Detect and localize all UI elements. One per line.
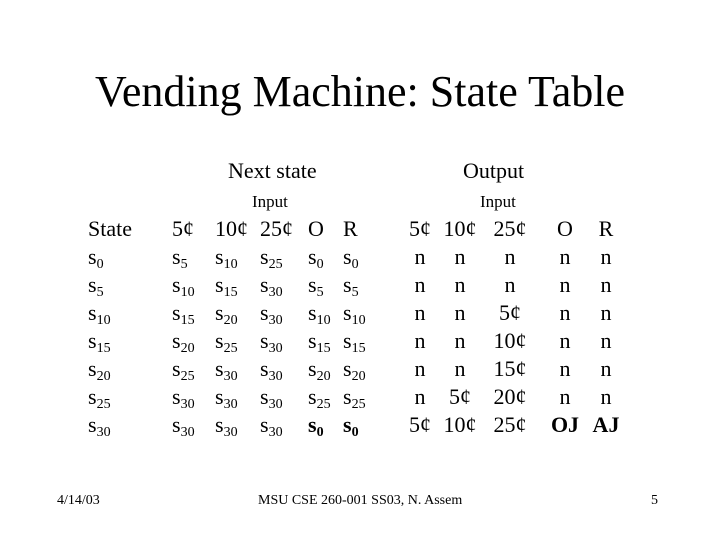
next-state-cell: $s_0$: [308, 244, 324, 272]
next-state-cell: $s_{10}$: [308, 300, 331, 328]
next-state-cell: $s_{30}$: [260, 328, 283, 356]
state-cell: $s_{10}$: [88, 300, 111, 328]
state-column-header: State: [88, 216, 132, 241]
output-cell: n: [414, 356, 426, 381]
output-input-header: 10¢: [443, 216, 477, 241]
next-input-subheader: Input: [252, 192, 288, 211]
next-state-cell: $s_{15}$: [215, 272, 238, 300]
next-state-cell: $s_{10}$: [172, 272, 195, 300]
output-cell: n: [559, 384, 571, 409]
output-cell: n: [414, 272, 426, 297]
output-cell: n: [414, 300, 426, 325]
output-cell: n: [600, 356, 612, 381]
output-cell: n: [414, 328, 426, 353]
next-input-header: 10¢: [215, 216, 248, 241]
state-cell: $s_{15}$: [88, 328, 111, 356]
output-cell: n: [600, 328, 612, 353]
next-state-cell: $s_5$: [343, 272, 359, 300]
output-cell: n: [504, 244, 516, 269]
next-state-cell: $s_{30}$: [215, 356, 238, 384]
output-cell: n: [504, 272, 516, 297]
output-input-header: 5¢: [409, 216, 431, 241]
next-state-cell: $s_{30}$: [172, 412, 195, 440]
next-state-cell: $s_{10}$: [343, 300, 366, 328]
output-cell: n: [559, 356, 571, 381]
next-state-cell: $s_0$: [308, 412, 324, 440]
output-cell: n: [454, 356, 466, 381]
footer-center: MSU CSE 260-001 SS03, N. Assem: [258, 493, 463, 508]
output-input-subheader: Input: [480, 192, 516, 211]
next-state-cell: $s_{30}$: [260, 272, 283, 300]
next-state-cell: $s_{25}$: [308, 384, 331, 412]
output-cell: n: [600, 384, 612, 409]
next-state-cell: $s_{30}$: [260, 384, 283, 412]
next-state-cell: $s_0$: [343, 244, 359, 272]
next-input-header: 25¢: [260, 216, 293, 241]
next-state-cell: $s_5$: [308, 272, 324, 300]
output-cell: n: [454, 244, 466, 269]
output-cell: AJ: [592, 412, 620, 437]
state-cell: $s_{20}$: [88, 356, 111, 384]
next-state-cell: $s_{25}$: [260, 244, 283, 272]
output-cell: 15¢: [493, 356, 527, 381]
next-state-cell: $s_{15}$: [308, 328, 331, 356]
next-input-header: 5¢: [172, 216, 194, 241]
next-state-cell: $s_{25}$: [172, 356, 195, 384]
state-cell: $s_5$: [88, 272, 104, 300]
output-cell: n: [454, 272, 466, 297]
next-state-cell: $s_{20}$: [308, 356, 331, 384]
next-state-cell: $s_{20}$: [172, 328, 195, 356]
next-input-header: O: [308, 216, 324, 241]
next-state-cell: $s_0$: [343, 412, 359, 440]
output-cell: 25¢: [493, 412, 527, 437]
next-state-cell: $s_{30}$: [260, 300, 283, 328]
next-input-header: R: [343, 216, 358, 241]
state-cell: $s_{25}$: [88, 384, 111, 412]
next-state-cell: $s_{10}$: [215, 244, 238, 272]
output-cell: OJ: [550, 412, 580, 437]
output-input-header: O: [557, 216, 573, 241]
next-state-cell: $s_{25}$: [215, 328, 238, 356]
output-cell: n: [600, 300, 612, 325]
next-state-cell: $s_{30}$: [215, 412, 238, 440]
output-cell: 10¢: [443, 412, 477, 437]
output-cell: 5¢: [499, 300, 521, 325]
output-cell: 20¢: [493, 384, 527, 409]
output-cell: n: [600, 244, 612, 269]
output-cell: 5¢: [449, 384, 471, 409]
output-cell: n: [559, 328, 571, 353]
next-state-cell: $s_{20}$: [215, 300, 238, 328]
next-state-cell: $s_{30}$: [260, 412, 283, 440]
output-cell: n: [454, 328, 466, 353]
output-cell: n: [414, 384, 426, 409]
output-cell: n: [559, 300, 571, 325]
state-cell: $s_0$: [88, 244, 104, 272]
output-cell: n: [559, 272, 571, 297]
output-header: Output: [463, 158, 525, 183]
output-input-header: 25¢: [493, 216, 527, 241]
footer-page: 5: [651, 493, 658, 508]
output-cell: n: [559, 244, 571, 269]
next-state-cell: $s_{25}$: [343, 384, 366, 412]
output-cell: n: [454, 300, 466, 325]
slide-title: Vending Machine: State Table: [94, 67, 626, 116]
next-state-cell: $s_{30}$: [215, 384, 238, 412]
next-state-cell: $s_{30}$: [172, 384, 195, 412]
output-cell: 10¢: [493, 328, 527, 353]
next-state-cell: $s_5$: [172, 244, 188, 272]
footer-date: 4/14/03: [57, 493, 100, 508]
next-state-cell: $s_{30}$: [260, 356, 283, 384]
output-cell: 5¢: [409, 412, 431, 437]
output-input-header: R: [598, 216, 614, 241]
output-cell: n: [600, 272, 612, 297]
output-cell: n: [414, 244, 426, 269]
next-state-cell: $s_{15}$: [172, 300, 195, 328]
next-state-cell: $s_{15}$: [343, 328, 366, 356]
next-state-cell: $s_{20}$: [343, 356, 366, 384]
next-state-header: Next state: [228, 158, 317, 183]
state-cell: $s_{30}$: [88, 412, 111, 440]
